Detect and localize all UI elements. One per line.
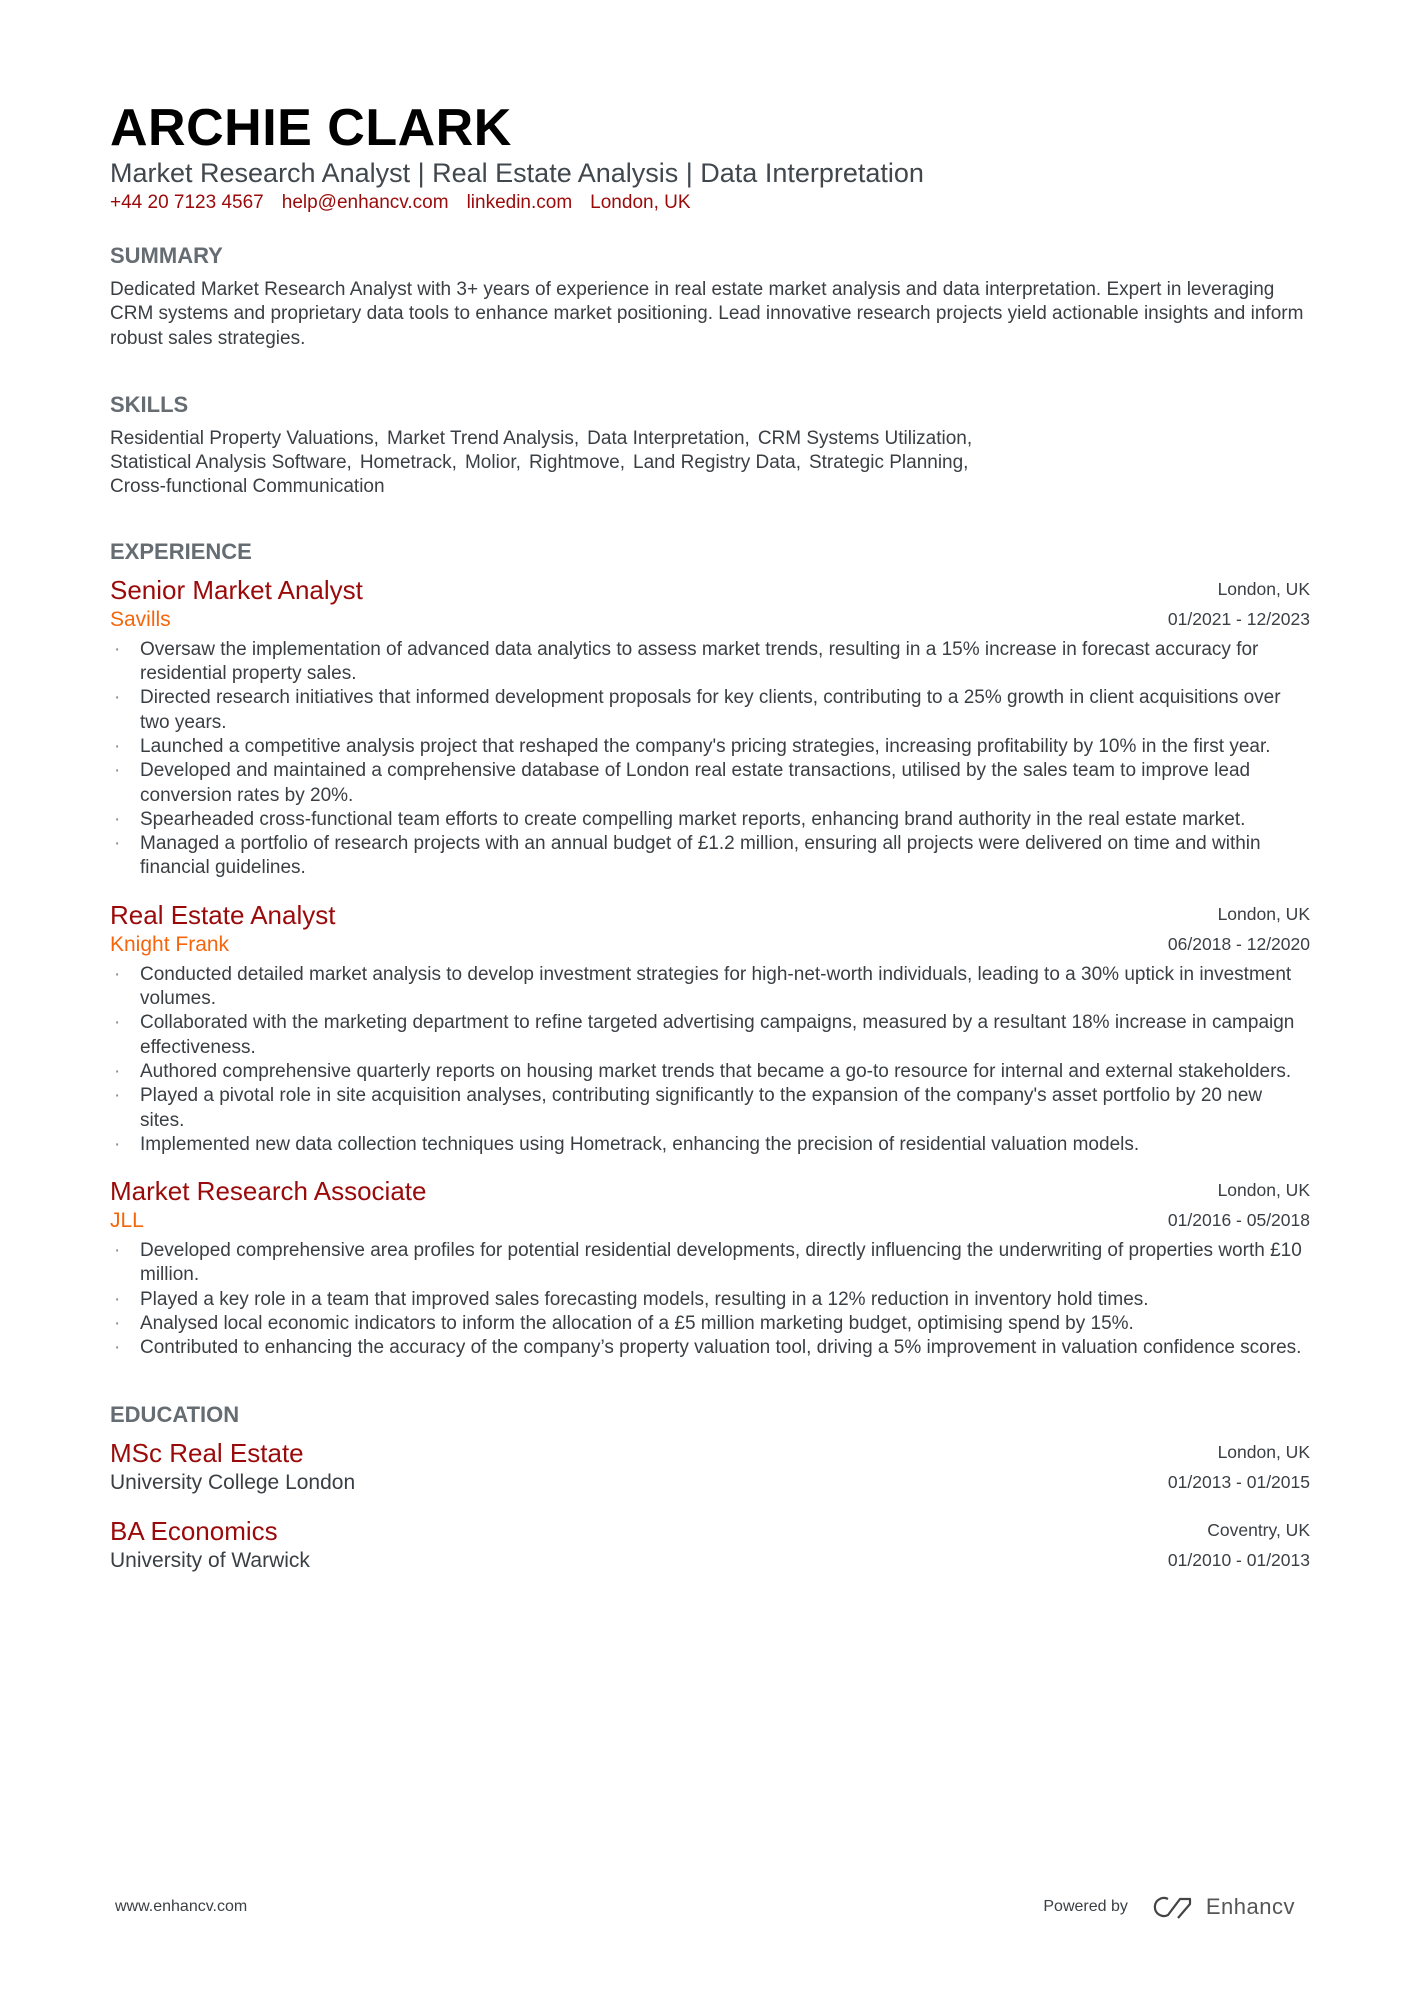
bullet-item: · Contributed to enhancing the accuracy of the company’s property valuation tool, driving a 5% improvement in valuation confidence scores. xyxy=(110,1336,1310,1360)
skill-item: Residential Property Valuations, xyxy=(110,427,379,449)
section-title-experience: EXPERIENCE xyxy=(110,538,252,564)
education-dates: 01/2010 - 01/2013 xyxy=(1167,1549,1310,1570)
bullet-item: · Played a key role in a team that improved sales forecasting models, resulting in a 12% reduction in inventory hold times. xyxy=(110,1288,1310,1312)
experience-list xyxy=(110,574,1310,1361)
job-title: Senior Market Analyst xyxy=(110,574,363,605)
entry-header xyxy=(110,574,1310,634)
candidate-name: ARCHIE CLARK xyxy=(110,99,512,157)
bullet-item: · Analysed local economic indicators to inform the allocation of a £5 million marketing budget, optimising spend by 15%. xyxy=(110,1312,1310,1336)
bullet-item: · Conducted detailed market analysis to develop investment strategies for high-net-worth individuals, leading to a 30% uptick in investment volumes. xyxy=(110,963,1310,1012)
entry-meta xyxy=(1168,1437,1310,1497)
entry-header xyxy=(110,899,1310,959)
bullet-item: · Played a pivotal role in site acquisition analyses, contributing significantly to the expansion of the company's asset portfolio by 20 new sites. xyxy=(110,1084,1310,1133)
skill-item: Land Registry Data, xyxy=(633,452,801,474)
section-title-summary: SUMMARY xyxy=(110,243,223,268)
section-title-skills: SKILLS xyxy=(110,391,189,417)
job-location: London, UK xyxy=(1217,1180,1310,1201)
contact-info xyxy=(110,190,1310,216)
job-title: Market Research Associate xyxy=(110,1176,427,1207)
entry-meta xyxy=(1168,899,1310,959)
skill-item: Hometrack, xyxy=(359,452,457,474)
bullet-item: · Managed a portfolio of research projects with an annual budget of £1.2 million, ensuring all projects were delivered on time and within financial guidelines. xyxy=(110,832,1310,881)
degree: MSc Real Estate xyxy=(110,1437,304,1468)
skill-item: Cross-functional Communication xyxy=(110,476,385,498)
powered-by-label: Powered by xyxy=(1043,1898,1128,1915)
bullet-item: · Collaborated with the marketing department to refine targeted advertising campaigns, measured by a resultant 18% increase in campaign effectiveness. xyxy=(110,1011,1310,1060)
bullet-item: · Implemented new data collection techniques using Hometrack, enhancing the precision of residential valuation models. xyxy=(110,1133,1310,1157)
footer xyxy=(115,1894,1295,1920)
company-name: Knight Frank xyxy=(110,932,230,956)
skill-item: Data Interpretation, xyxy=(587,427,750,449)
entry-header xyxy=(110,1175,1310,1235)
enhancv-logo[interactable] xyxy=(1150,1894,1295,1920)
skill-item: Statistical Analysis Software, xyxy=(110,452,352,474)
entry-left xyxy=(110,1437,355,1496)
summary-text: Dedicated Market Research Analyst with 3+ years of experience in real estate market analysis and data interpretation. Expert in leveraging CRM systems and proprietary data tools to enhance market positioning. Lead innovative research projects yield actionable insights and inform robust sales strategies. xyxy=(110,279,1304,349)
skill-item: Rightmove, xyxy=(528,452,626,474)
company-name: JLL xyxy=(110,1209,144,1233)
education-entry xyxy=(110,1437,1310,1497)
job-location: London, UK xyxy=(1217,903,1310,924)
skill-item: Strategic Planning, xyxy=(808,452,969,474)
entry-meta xyxy=(1168,1515,1310,1575)
entry-left xyxy=(110,1175,426,1234)
entry-left xyxy=(110,899,335,958)
resume xyxy=(110,98,1310,1593)
school-name: University College London xyxy=(110,1470,356,1494)
website-link[interactable]: www.enhancv.com xyxy=(115,1898,248,1915)
experience-entry xyxy=(110,899,1310,1157)
company-name: Savills xyxy=(110,607,171,631)
education-dates: 01/2013 - 01/2015 xyxy=(1167,1471,1310,1492)
job-title: Real Estate Analyst xyxy=(110,899,336,930)
experience-entry xyxy=(110,1175,1310,1360)
bullet-item: · Directed research initiatives that informed development proposals for key clients, contributing to a 25% growth in client acquisitions over two years. xyxy=(110,686,1310,735)
degree: BA Economics xyxy=(110,1515,278,1546)
school-name: University of Warwick xyxy=(110,1548,310,1572)
bullet-item: · Spearheaded cross-functional team efforts to create compelling market reports, enhancing brand authority in the real estate market. xyxy=(110,808,1310,832)
education-location: London, UK xyxy=(1217,1441,1310,1462)
education-location: Coventry, UK xyxy=(1207,1519,1310,1540)
brand-name: Enhancv xyxy=(1205,1894,1295,1919)
education-entry xyxy=(110,1515,1310,1575)
job-dates: 01/2021 - 12/2023 xyxy=(1167,608,1310,629)
section-title-education: EDUCATION xyxy=(110,1401,240,1427)
entry-left xyxy=(110,574,363,633)
entry-left xyxy=(110,1515,310,1574)
bullet-item: · Developed comprehensive area profiles for potential residential developments, directly influencing the underwriting of properties worth £10 million. xyxy=(110,1239,1310,1288)
job-dates: 01/2016 - 05/2018 xyxy=(1167,1210,1310,1231)
bullet-item: · Developed and maintained a comprehensive database of London real estate transactions, utilised by the sales team to improve lead conversion rates by 20%. xyxy=(110,759,1310,808)
experience-entry xyxy=(110,574,1310,881)
job-dates: 06/2018 - 12/2020 xyxy=(1167,933,1310,954)
bullet-list xyxy=(110,963,1310,1157)
powered-by xyxy=(1043,1894,1295,1920)
phone[interactable]: +44 20 7123 4567 xyxy=(110,192,264,213)
headline: Market Research Analyst | Real Estate Analysis | Data Interpretation xyxy=(110,158,924,188)
skill-item: CRM Systems Utilization, xyxy=(757,427,973,449)
email-link[interactable]: help@enhancv.com xyxy=(281,192,449,213)
education-list xyxy=(110,1437,1310,1575)
skill-item: Market Trend Analysis, xyxy=(386,427,580,449)
skill-item: Molior, xyxy=(464,452,521,474)
bullet-list xyxy=(110,1239,1310,1360)
entry-meta xyxy=(1168,574,1310,634)
entry-header xyxy=(110,1437,1310,1497)
bullet-item: · Launched a competitive analysis project that reshaped the company's pricing strategies, increasing profitability by 10% in the first year. xyxy=(110,735,1310,759)
linkedin-link[interactable]: linkedin.com xyxy=(466,192,573,213)
entry-meta xyxy=(1168,1175,1310,1235)
bullet-list xyxy=(110,638,1310,881)
job-location: London, UK xyxy=(1217,578,1310,599)
bullet-item: · Authored comprehensive quarterly reports on housing market trends that became a go-to resource for internal and external stakeholders. xyxy=(110,1060,1310,1084)
entry-header xyxy=(110,1515,1310,1575)
skills-list xyxy=(110,427,1110,500)
bullet-item: · Oversaw the implementation of advanced data analytics to assess market trends, resulting in a 15% increase in forecast accuracy for residential property sales. xyxy=(110,638,1310,687)
location: London, UK xyxy=(590,192,691,213)
enhancv-logo-icon xyxy=(1150,1894,1196,1920)
